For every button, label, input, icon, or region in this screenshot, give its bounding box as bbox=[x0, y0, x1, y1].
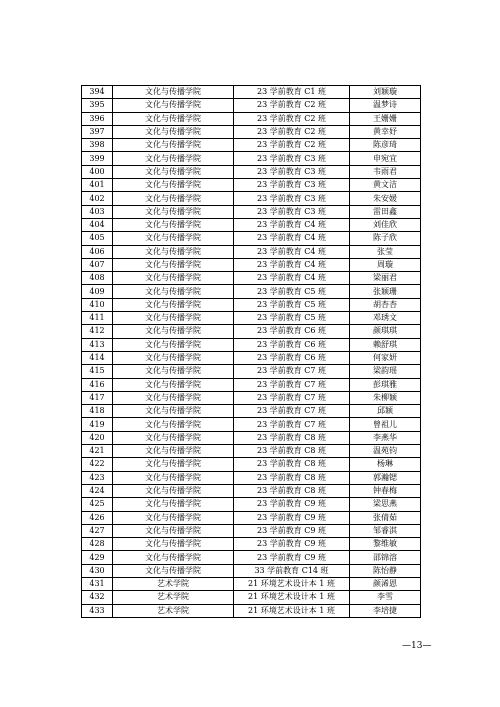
table-row bbox=[82, 125, 421, 138]
class-name: 23 学前教育 C6 班 bbox=[234, 325, 350, 338]
class-name: 23 学前教育 C8 班 bbox=[234, 458, 350, 471]
class-name: 33 学前教育 C14 班 bbox=[234, 564, 350, 577]
class-name: 23 学前教育 C7 班 bbox=[234, 405, 350, 418]
class-name: 23 学前教育 C3 班 bbox=[234, 205, 350, 218]
student-name: 李雪 bbox=[350, 591, 421, 604]
table-row bbox=[82, 205, 421, 218]
class-name: 23 学前教育 C7 班 bbox=[234, 378, 350, 391]
class-name: 23 学前教育 C2 班 bbox=[234, 112, 350, 125]
college-name: 文化与传播学院 bbox=[113, 312, 234, 325]
college-name: 艺术学院 bbox=[113, 604, 234, 617]
class-name: 23 学前教育 C7 班 bbox=[234, 391, 350, 404]
table-row bbox=[82, 272, 421, 285]
row-number: 421 bbox=[82, 445, 113, 458]
table-row bbox=[82, 471, 421, 484]
student-name: 赖舒琪 bbox=[350, 338, 421, 351]
row-number: 433 bbox=[82, 604, 113, 617]
student-name: 黄幸妤 bbox=[350, 125, 421, 138]
class-name: 23 学前教育 C7 班 bbox=[234, 418, 350, 431]
college-name: 文化与传播学院 bbox=[113, 232, 234, 245]
row-number: 403 bbox=[82, 205, 113, 218]
table-row bbox=[82, 524, 421, 537]
student-name: 朱安媛 bbox=[350, 192, 421, 205]
college-name: 文化与传播学院 bbox=[113, 179, 234, 192]
student-name: 陈子欣 bbox=[350, 232, 421, 245]
table-row bbox=[82, 192, 421, 205]
row-number: 413 bbox=[82, 338, 113, 351]
class-name: 23 学前教育 C5 班 bbox=[234, 298, 350, 311]
table-row bbox=[82, 152, 421, 165]
student-name: 韦雨君 bbox=[350, 165, 421, 178]
row-number: 425 bbox=[82, 498, 113, 511]
college-name: 文化与传播学院 bbox=[113, 245, 234, 258]
table-row bbox=[82, 498, 421, 511]
row-number: 410 bbox=[82, 298, 113, 311]
row-number: 417 bbox=[82, 391, 113, 404]
table-row bbox=[82, 245, 421, 258]
college-name: 文化与传播学院 bbox=[113, 391, 234, 404]
row-number: 407 bbox=[82, 258, 113, 271]
class-name: 23 学前教育 C2 班 bbox=[234, 125, 350, 138]
class-name: 23 学前教育 C6 班 bbox=[234, 338, 350, 351]
college-name: 文化与传播学院 bbox=[113, 99, 234, 112]
table-row bbox=[82, 577, 421, 590]
student-name: 邱颖 bbox=[350, 405, 421, 418]
college-name: 文化与传播学院 bbox=[113, 538, 234, 551]
table-row bbox=[82, 325, 421, 338]
college-name: 文化与传播学院 bbox=[113, 152, 234, 165]
student-name: 李培捷 bbox=[350, 604, 421, 617]
college-name: 文化与传播学院 bbox=[113, 551, 234, 564]
class-name: 21 环境艺术设计本 1 班 bbox=[234, 604, 350, 617]
student-name: 黎维敏 bbox=[350, 538, 421, 551]
college-name: 文化与传播学院 bbox=[113, 365, 234, 378]
table-row bbox=[82, 86, 421, 99]
college-name: 文化与传播学院 bbox=[113, 405, 234, 418]
row-number: 426 bbox=[82, 511, 113, 524]
row-number: 402 bbox=[82, 192, 113, 205]
student-name: 王姗姗 bbox=[350, 112, 421, 125]
table-row bbox=[82, 511, 421, 524]
class-name: 23 学前教育 C4 班 bbox=[234, 272, 350, 285]
college-name: 文化与传播学院 bbox=[113, 471, 234, 484]
college-name: 文化与传播学院 bbox=[113, 272, 234, 285]
college-name: 文化与传播学院 bbox=[113, 378, 234, 391]
table-row bbox=[82, 484, 421, 497]
class-name: 23 学前教育 C3 班 bbox=[234, 152, 350, 165]
table-row bbox=[82, 112, 421, 125]
class-name: 23 学前教育 C8 班 bbox=[234, 471, 350, 484]
college-name: 文化与传播学院 bbox=[113, 218, 234, 231]
college-name: 艺术学院 bbox=[113, 577, 234, 590]
college-name: 文化与传播学院 bbox=[113, 285, 234, 298]
table-row bbox=[82, 258, 421, 271]
student-name: 何家妍 bbox=[350, 351, 421, 364]
student-name: 张倩茹 bbox=[350, 511, 421, 524]
table-row bbox=[82, 99, 421, 112]
row-number: 432 bbox=[82, 591, 113, 604]
row-number: 400 bbox=[82, 165, 113, 178]
row-number: 414 bbox=[82, 351, 113, 364]
college-name: 文化与传播学院 bbox=[113, 258, 234, 271]
class-name: 21 环境艺术设计本 1 班 bbox=[234, 577, 350, 590]
table-row bbox=[82, 564, 421, 577]
table-row bbox=[82, 179, 421, 192]
college-name: 文化与传播学院 bbox=[113, 498, 234, 511]
page-number: —13— bbox=[402, 641, 432, 651]
table-row bbox=[82, 338, 421, 351]
class-name: 23 学前教育 C9 班 bbox=[234, 511, 350, 524]
table-row bbox=[82, 232, 421, 245]
student-name: 陈怡静 bbox=[350, 564, 421, 577]
table-row bbox=[82, 431, 421, 444]
college-name: 文化与传播学院 bbox=[113, 125, 234, 138]
row-number: 422 bbox=[82, 458, 113, 471]
class-name: 23 学前教育 C9 班 bbox=[234, 538, 350, 551]
row-number: 401 bbox=[82, 179, 113, 192]
college-name: 艺术学院 bbox=[113, 591, 234, 604]
row-number: 398 bbox=[82, 139, 113, 152]
college-name: 文化与传播学院 bbox=[113, 458, 234, 471]
class-name: 23 学前教育 C7 班 bbox=[234, 365, 350, 378]
class-name: 23 学前教育 C8 班 bbox=[234, 484, 350, 497]
row-number: 420 bbox=[82, 431, 113, 444]
class-name: 23 学前教育 C8 班 bbox=[234, 445, 350, 458]
student-name: 邓琇文 bbox=[350, 312, 421, 325]
class-name: 23 学前教育 C4 班 bbox=[234, 218, 350, 231]
row-number: 419 bbox=[82, 418, 113, 431]
row-number: 397 bbox=[82, 125, 113, 138]
student-name: 邵锦溶 bbox=[350, 551, 421, 564]
row-number: 406 bbox=[82, 245, 113, 258]
row-number: 416 bbox=[82, 378, 113, 391]
row-number: 409 bbox=[82, 285, 113, 298]
row-number: 404 bbox=[82, 218, 113, 231]
class-name: 23 学前教育 C2 班 bbox=[234, 139, 350, 152]
college-name: 文化与传播学院 bbox=[113, 338, 234, 351]
college-name: 文化与传播学院 bbox=[113, 192, 234, 205]
student-name: 梁思燕 bbox=[350, 498, 421, 511]
class-name: 23 学前教育 C9 班 bbox=[234, 551, 350, 564]
table-row bbox=[82, 312, 421, 325]
student-name: 颜琪琪 bbox=[350, 325, 421, 338]
table-row bbox=[82, 298, 421, 311]
college-name: 文化与传播学院 bbox=[113, 112, 234, 125]
roster-body bbox=[82, 86, 421, 618]
student-name: 温苑钧 bbox=[350, 445, 421, 458]
college-name: 文化与传播学院 bbox=[113, 418, 234, 431]
college-name: 文化与传播学院 bbox=[113, 445, 234, 458]
class-name: 23 学前教育 C8 班 bbox=[234, 431, 350, 444]
row-number: 418 bbox=[82, 405, 113, 418]
student-name: 周璇 bbox=[350, 258, 421, 271]
row-number: 415 bbox=[82, 365, 113, 378]
college-name: 文化与传播学院 bbox=[113, 86, 234, 99]
table-row bbox=[82, 445, 421, 458]
row-number: 424 bbox=[82, 484, 113, 497]
row-number: 429 bbox=[82, 551, 113, 564]
student-name: 雷田鑫 bbox=[350, 205, 421, 218]
class-name: 23 学前教育 C3 班 bbox=[234, 165, 350, 178]
table-row bbox=[82, 551, 421, 564]
row-number: 394 bbox=[82, 86, 113, 99]
table-row bbox=[82, 378, 421, 391]
student-name: 胡杏杏 bbox=[350, 298, 421, 311]
student-name: 张颖珊 bbox=[350, 285, 421, 298]
student-roster-table bbox=[81, 85, 421, 618]
student-name: 钟春梅 bbox=[350, 484, 421, 497]
class-name: 23 学前教育 C5 班 bbox=[234, 285, 350, 298]
student-name: 张莹 bbox=[350, 245, 421, 258]
class-name: 23 学前教育 C3 班 bbox=[234, 192, 350, 205]
class-name: 23 学前教育 C1 班 bbox=[234, 86, 350, 99]
class-name: 23 学前教育 C4 班 bbox=[234, 245, 350, 258]
student-name: 颜浠恩 bbox=[350, 577, 421, 590]
table-row bbox=[82, 351, 421, 364]
class-name: 23 学前教育 C2 班 bbox=[234, 99, 350, 112]
student-name: 陈彦琦 bbox=[350, 139, 421, 152]
row-number: 430 bbox=[82, 564, 113, 577]
college-name: 文化与传播学院 bbox=[113, 139, 234, 152]
class-name: 23 学前教育 C4 班 bbox=[234, 232, 350, 245]
table-row bbox=[82, 458, 421, 471]
student-name: 申宛宜 bbox=[350, 152, 421, 165]
row-number: 431 bbox=[82, 577, 113, 590]
student-name: 郭瀚锶 bbox=[350, 471, 421, 484]
college-name: 文化与传播学院 bbox=[113, 205, 234, 218]
class-name: 23 学前教育 C9 班 bbox=[234, 524, 350, 537]
row-number: 428 bbox=[82, 538, 113, 551]
row-number: 399 bbox=[82, 152, 113, 165]
college-name: 文化与传播学院 bbox=[113, 325, 234, 338]
row-number: 408 bbox=[82, 272, 113, 285]
class-name: 21 环境艺术设计本 1 班 bbox=[234, 591, 350, 604]
class-name: 23 学前教育 C6 班 bbox=[234, 351, 350, 364]
table-row bbox=[82, 285, 421, 298]
student-name: 杨琳 bbox=[350, 458, 421, 471]
row-number: 423 bbox=[82, 471, 113, 484]
college-name: 文化与传播学院 bbox=[113, 511, 234, 524]
student-name: 刘颖璇 bbox=[350, 86, 421, 99]
row-number: 412 bbox=[82, 325, 113, 338]
student-name: 邹睿淇 bbox=[350, 524, 421, 537]
college-name: 文化与传播学院 bbox=[113, 524, 234, 537]
student-name: 黄文洁 bbox=[350, 179, 421, 192]
student-name: 刘佳欣 bbox=[350, 218, 421, 231]
table-row bbox=[82, 391, 421, 404]
student-name: 梁韵瑶 bbox=[350, 365, 421, 378]
student-name: 温梦诗 bbox=[350, 99, 421, 112]
class-name: 23 学前教育 C3 班 bbox=[234, 179, 350, 192]
class-name: 23 学前教育 C4 班 bbox=[234, 258, 350, 271]
row-number: 395 bbox=[82, 99, 113, 112]
class-name: 23 学前教育 C5 班 bbox=[234, 312, 350, 325]
table-row bbox=[82, 538, 421, 551]
college-name: 文化与传播学院 bbox=[113, 484, 234, 497]
college-name: 文化与传播学院 bbox=[113, 298, 234, 311]
row-number: 405 bbox=[82, 232, 113, 245]
college-name: 文化与传播学院 bbox=[113, 351, 234, 364]
table-row bbox=[82, 591, 421, 604]
row-number: 427 bbox=[82, 524, 113, 537]
student-name: 彭琪雅 bbox=[350, 378, 421, 391]
table-row bbox=[82, 165, 421, 178]
table-row bbox=[82, 139, 421, 152]
student-name: 曾祖儿 bbox=[350, 418, 421, 431]
row-number: 396 bbox=[82, 112, 113, 125]
row-number: 411 bbox=[82, 312, 113, 325]
table-row bbox=[82, 365, 421, 378]
student-name: 李燕华 bbox=[350, 431, 421, 444]
table-row bbox=[82, 218, 421, 231]
college-name: 文化与传播学院 bbox=[113, 564, 234, 577]
college-name: 文化与传播学院 bbox=[113, 431, 234, 444]
table-row bbox=[82, 418, 421, 431]
table-row bbox=[82, 405, 421, 418]
table-row bbox=[82, 604, 421, 617]
college-name: 文化与传播学院 bbox=[113, 165, 234, 178]
student-name: 梁丽君 bbox=[350, 272, 421, 285]
class-name: 23 学前教育 C9 班 bbox=[234, 498, 350, 511]
student-name: 朱柳颖 bbox=[350, 391, 421, 404]
